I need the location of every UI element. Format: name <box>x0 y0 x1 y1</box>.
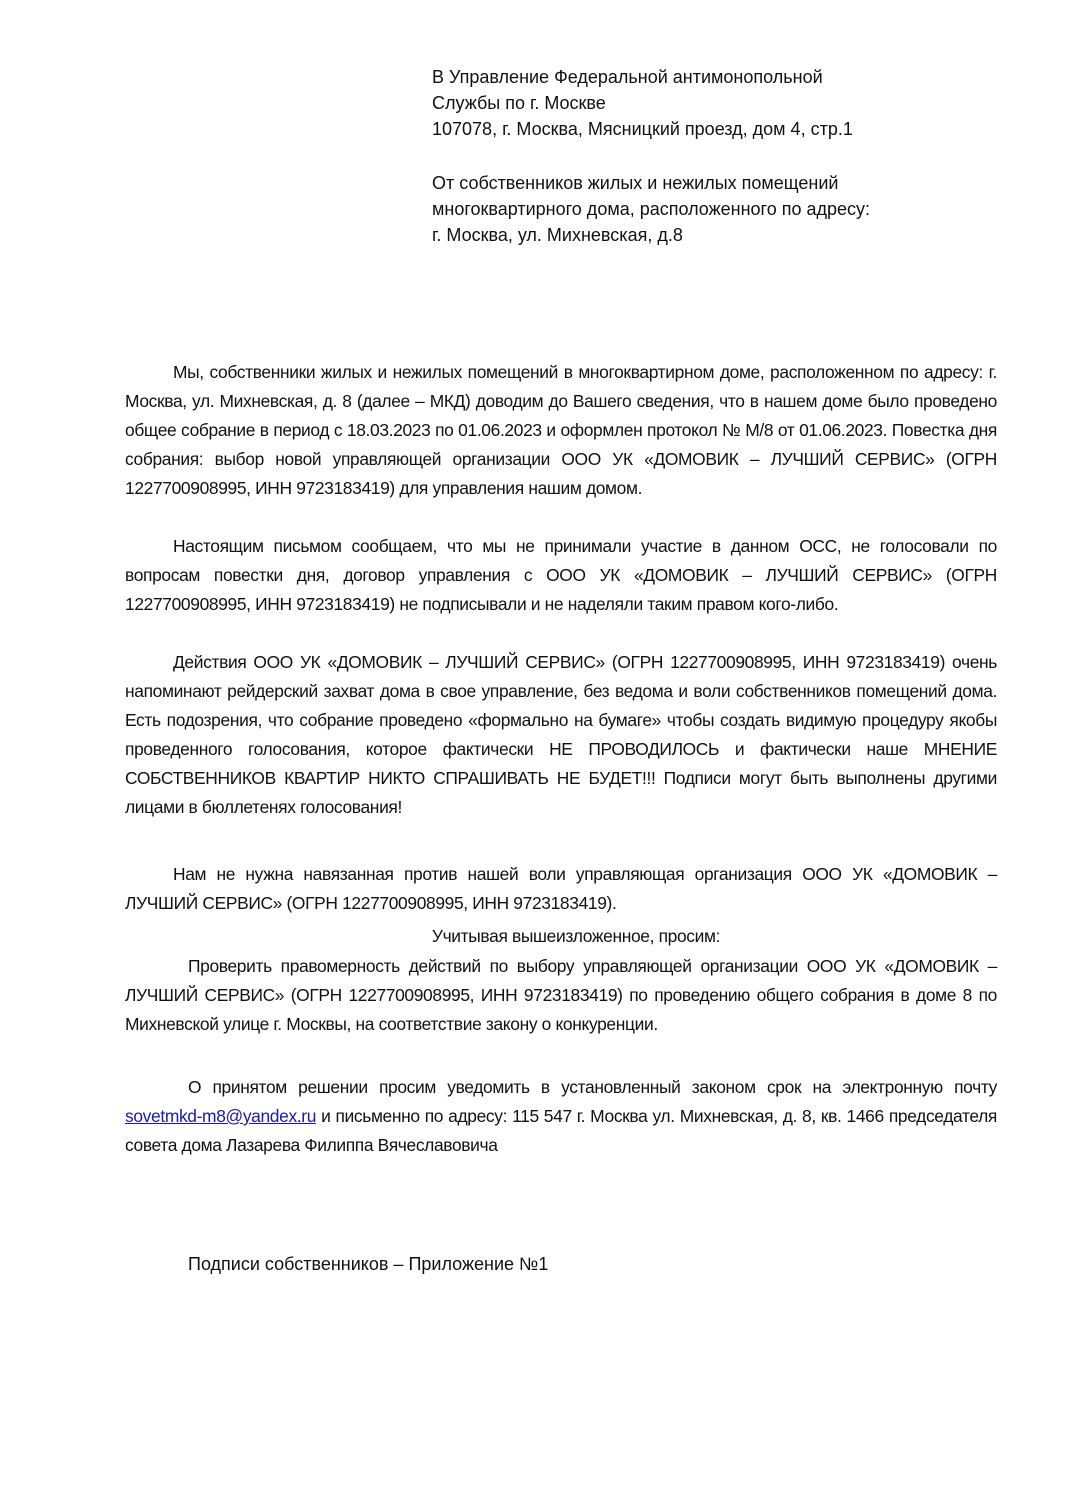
paragraph-raider-concern <box>125 648 997 822</box>
paragraph-rejection <box>125 860 997 918</box>
recipient-line: В Управление Федеральной антимонопольной <box>432 67 823 87</box>
text-before-email: О принятом решении просим уведомить в установленный законом срок на электронную почту <box>188 1077 997 1097</box>
recipient-line: Службы по г. Москве <box>432 93 606 113</box>
paragraph-text: Проверить правомерность действий по выбору управляющей организации ООО УК «ДОМОВИК – ЛУЧШИЙ СЕРВИС» (ОГРН 1227700908995, ИНН 9723183419) по проведению общего собрания в доме 8 по Михневской улице г. Москвы, на соответствие закону о конкуренции. <box>125 956 997 1034</box>
paragraph-text: Действия ООО УК «ДОМОВИК – ЛУЧШИЙ СЕРВИС» (ОГРН 1227700908995, ИНН 9723183419) очень напоминают рейдерский захват дома в свое управление, без ведома и воли собственников помещений дома. Есть подозрения, что собрание проведено «формально на бумаге» чтобы создать видимую процедуру якобы проведенного голосования, которое фактически НЕ ПРОВОДИЛОСЬ и фактически наше МНЕНИЕ СОБСТВЕННИКОВ КВАРТИР НИКТО СПРАШИВАТЬ НЕ БУДЕТ!!! Подписи могут быть выполнены другими лицами в бюллетенях голосования! <box>125 652 997 817</box>
paragraph-text <box>125 1073 997 1160</box>
text-after-email: и письменно по адресу: 115 547 г. Москва ул. Михневская, д. 8, кв. 1466 председателя совета дома Лазарева Филиппа Вячеславовича <box>125 1106 997 1155</box>
recipient-line: 107078, г. Москва, Мясницкий проезд, дом 4, стр.1 <box>432 119 853 139</box>
recipient-address-block <box>432 64 853 142</box>
paragraph-notification-request <box>125 1073 997 1160</box>
paragraph-text: Настоящим письмом сообщаем, что мы не принимали участие в данном ОСС, не голосовали по вопросам повестки дня, договор управления с ООО УК «ДОМОВИК – ЛУЧШИЙ СЕРВИС» (ОГРН 1227700908995, ИНН 9723183419) не подписывали и не наделяли таким правом кого-либо. <box>125 536 997 614</box>
paragraph-request-check <box>125 952 997 1039</box>
paragraph-text: Нам не нужна навязанная против нашей воли управляющая организация ООО УК «ДОМОВИК – ЛУЧШИЙ СЕРВИС» (ОГРН 1227700908995, ИНН 9723183419). <box>125 864 997 913</box>
paragraph-non-participation <box>125 532 997 619</box>
paragraph-text: Мы, собственники жилых и нежилых помещений в многоквартирном доме, расположенном по адресу: г. Москва, ул. Михневская, д. 8 (далее – МКД) доводим до Вашего сведения, что в нашем доме было проведено общее собрание в период с 18.03.2023 по 01.06.2023 и оформлен протокол № М/8 от 01.06.2023. Повестка дня собрания: выбор новой управляющей организации ООО УК «ДОМОВИК – ЛУЧШИЙ СЕРВИС» (ОГРН 1227700908995, ИНН 9723183419) для управления нашим домом. <box>125 362 997 498</box>
paragraph-meeting-notice <box>125 358 997 503</box>
signatures-note: Подписи собственников – Приложение №1 <box>188 1254 549 1274</box>
request-heading: Учитывая вышеизложенное, просим: <box>431 926 721 946</box>
sender-line: г. Москва, ул. Михневская, д.8 <box>432 225 683 245</box>
sender-line: многоквартирного дома, расположенного по адресу: <box>432 199 871 219</box>
sender-address-block <box>432 170 870 248</box>
sender-line: От собственников жилых и нежилых помещений <box>432 173 839 193</box>
email-link[interactable]: sovetmkd-m8@yandex.ru <box>125 1106 317 1126</box>
